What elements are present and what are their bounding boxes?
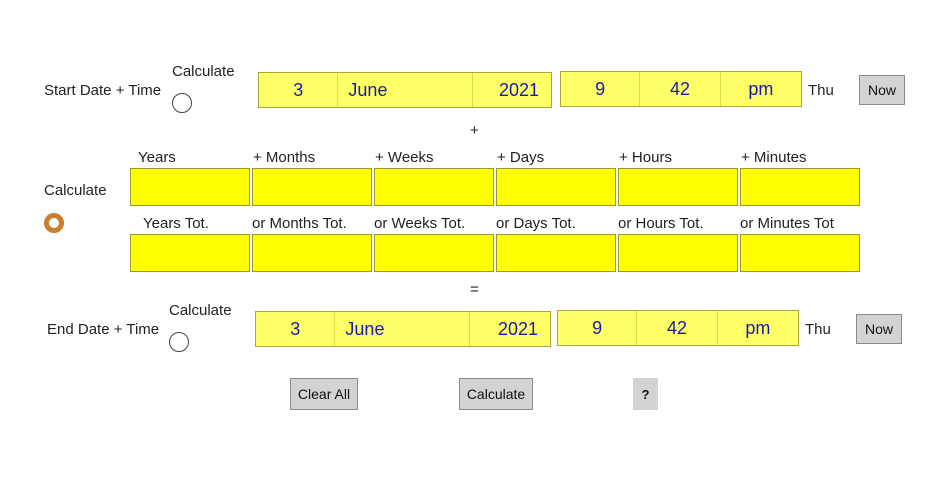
end-month-input[interactable]: June (335, 312, 469, 346)
months-input[interactable] (252, 168, 372, 206)
start-calculate-label: Calculate (172, 63, 235, 80)
header-minutes-total: or Minutes Tot (740, 215, 834, 232)
end-day-input[interactable]: 3 (256, 312, 335, 346)
clear-all-button[interactable]: Clear All (290, 378, 358, 410)
start-month-input[interactable]: June (338, 73, 472, 107)
header-months: + Months (253, 149, 316, 166)
header-weeks: + Weeks (375, 149, 434, 166)
duration-calculate-radio[interactable] (44, 213, 64, 233)
start-calculate-radio[interactable] (172, 93, 192, 113)
minutes-input[interactable] (740, 168, 860, 206)
start-day-input[interactable]: 3 (259, 73, 338, 107)
header-days: + Days (497, 149, 545, 166)
header-hours-total: or Hours Tot. (618, 215, 704, 232)
calculate-button[interactable]: Calculate (459, 378, 533, 410)
end-weekday: Thu (805, 321, 831, 338)
end-time-field[interactable] (557, 310, 799, 346)
end-minute-input[interactable]: 42 (637, 311, 717, 345)
end-date-time-label: End Date + Time (47, 321, 160, 338)
days-input[interactable] (496, 168, 616, 206)
start-date-time-label: Start Date + Time (44, 82, 162, 99)
header-hours: + Hours (619, 149, 672, 166)
header-weeks-total: or Weeks Tot. (374, 215, 466, 232)
years-input[interactable] (130, 168, 250, 206)
months-total-input[interactable] (252, 234, 372, 272)
end-date-field[interactable] (255, 311, 551, 347)
end-now-button[interactable]: Now (856, 314, 902, 344)
start-now-button[interactable]: Now (859, 75, 905, 105)
years-total-input[interactable] (130, 234, 250, 272)
end-ampm-input[interactable]: pm (745, 317, 771, 338)
hours-total-input[interactable] (618, 234, 738, 272)
plus-sign: + (470, 122, 479, 139)
end-year-input[interactable]: 2021 (497, 318, 539, 339)
start-minute-input[interactable]: 42 (640, 72, 720, 106)
start-year-input[interactable]: 2021 (498, 79, 539, 100)
header-years: Years (138, 149, 176, 166)
header-months-total: or Months Tot. (252, 215, 347, 232)
header-days-total: or Days Tot. (496, 215, 576, 232)
equals-sign: = (470, 281, 479, 298)
header-minutes: + Minutes (741, 149, 807, 166)
hours-input[interactable] (618, 168, 738, 206)
weeks-total-input[interactable] (374, 234, 494, 272)
weeks-input[interactable] (374, 168, 494, 206)
start-weekday: Thu (808, 82, 834, 99)
end-calculate-label: Calculate (169, 302, 232, 319)
help-button[interactable]: ? (633, 378, 658, 410)
minutes-total-input[interactable] (740, 234, 860, 272)
end-calculate-radio[interactable] (169, 332, 189, 352)
start-hour-input[interactable]: 9 (561, 72, 640, 106)
start-ampm-input[interactable]: pm (748, 78, 774, 99)
start-time-field[interactable] (560, 71, 802, 107)
header-years-total: Years Tot. (143, 215, 209, 232)
start-date-field[interactable] (258, 72, 552, 108)
duration-calculate-label: Calculate (44, 182, 107, 199)
end-hour-input[interactable]: 9 (558, 311, 637, 345)
days-total-input[interactable] (496, 234, 616, 272)
